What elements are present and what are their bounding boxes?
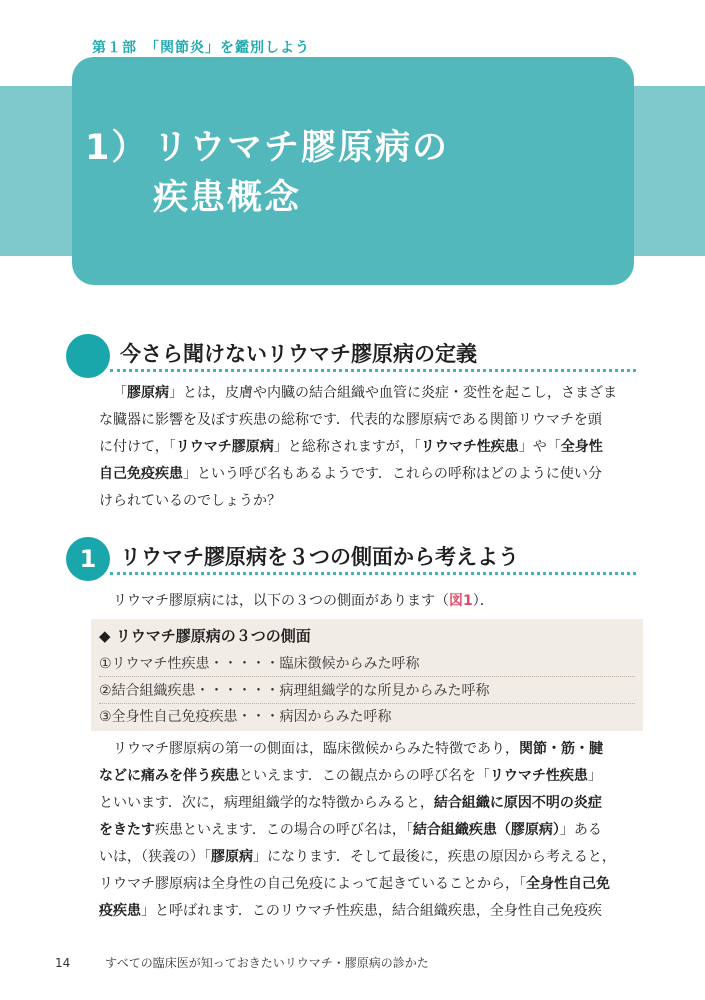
text-run: 疾患といえます．この場合の呼び名は，「 [155,822,413,838]
text-run: 」や「 [518,439,561,455]
bold-term: リウマチ性疾患 [420,439,519,455]
text-run: リウマチ膠原病は全身性の自己免疫によって起きていることから，「 [99,876,526,892]
aspects-intro [113,590,494,610]
text-run: に付けて，「 [99,439,176,455]
book-title: すべての臨床医が知っておきたいリウマチ・膠原病の診かた [105,956,429,970]
item-separator [99,676,635,677]
paragraph-line [99,817,641,844]
aspects-paragraph [99,736,641,925]
item-separator [99,703,635,704]
paragraph-line [99,790,641,817]
aspect-item-connective-tissue: ②結合組織疾患・・・・・・病理組織学的な所見からみた呼称 [99,683,490,699]
section-bullet-circle [66,334,110,378]
bold-term: 膠原病 [211,849,253,865]
page-footer [55,954,429,971]
bold-term: 関節・筋・腱 [519,741,603,757]
text-run: 」になります．そして最後に，疾患の原因から考えると， [253,849,616,865]
section-heading-text: 今さら聞けないリウマチ膠原病の定義 [120,342,477,366]
aspects-box-title: ◆ リウマチ膠原病の３つの側面 [99,627,311,645]
bold-term: 自己免疫疾患 [99,466,183,482]
paragraph-line [99,461,641,488]
dotted-rule [110,369,636,372]
part-label: 第１部 「関節炎」を鑑別しよう [92,40,310,56]
bold-term: リウマチ性疾患 [489,768,588,784]
text-run: リウマチ膠原病の第一の側面は，臨床徴候からみた特徴であり， [113,741,519,757]
bold-term: 全身性自己免 [526,876,610,892]
text-run: 」と呼ばれます．このリウマチ性疾患，結合組織疾患，全身性自己免疫疾 [141,903,602,919]
paragraph-line [99,488,641,515]
paragraph-line [99,407,641,434]
text-run: 」とは，皮膚や内臓の結合組織や血管に炎症・変性を起こし，さまざま [169,385,617,401]
section-number-badge: 1 [66,537,110,581]
bold-term: リウマチ膠原病 [175,439,274,455]
text-run: 」と総称されますが，「 [273,439,421,455]
dotted-rule [110,572,636,575]
paragraph-line [99,871,641,898]
page-number: 14 [55,956,71,970]
aspect-item-rheumatic: ①リウマチ性疾患・・・・・臨床徴候からみた呼称 [99,656,420,672]
bold-term: 膠原病 [127,385,169,401]
bold-term: 疫疾患 [99,903,141,919]
bold-term: 全身性 [560,439,603,455]
chapter-title [85,123,605,223]
paragraph-line [99,736,641,763]
bold-term: をきたす [99,822,155,838]
figure-reference: 図1 [449,593,473,609]
bold-term: 結合組織に原因不明の炎症 [433,795,602,811]
intro-end: ）． [472,593,494,609]
definition-paragraph [99,380,641,515]
bold-term: 結合組織疾患（膠原病） [412,822,560,838]
bold-term: などに痛みを伴う疾患 [99,768,239,784]
text-run: 」という呼び名もあるようです．これらの呼称はどのように使い分 [183,466,602,482]
paragraph-line [99,844,641,871]
paragraph-line [99,380,641,407]
paragraph-line [99,763,641,790]
text-run: といえます．この観点からの呼び名を「 [239,768,490,784]
chapter-title-line2: 疾患概念 [153,178,302,218]
chapter-title-line1: リウマチ膠原病の [153,128,450,168]
text-run: 」ある [559,822,602,838]
section-heading-three-aspects [66,533,636,583]
paragraph-line [99,898,641,925]
text-run: いは，（狭義の）「 [99,849,211,865]
aspects-box [91,619,643,731]
section-heading-text: リウマチ膠原病を３つの側面から考えよう [120,545,519,569]
text-run: 「 [113,385,127,401]
text-run: 」 [587,768,602,784]
aspect-item-autoimmune: ③全身性自己免疫疾患・・・病因からみた呼称 [99,709,392,725]
text-run: けられているのでしょうか？ [99,493,281,509]
text-run: な臓器に影響を及ぼす疾患の総称です．代表的な膠原病である関節リウマチを頭 [99,412,602,428]
chapter-number: 1） [85,128,149,168]
intro-text: リウマチ膠原病には，以下の３つの側面があります（ [113,593,449,609]
section-heading-definition [66,330,636,380]
text-run: といいます．次に，病理組織学的な特徴からみると， [99,795,434,811]
paragraph-line [99,434,641,461]
